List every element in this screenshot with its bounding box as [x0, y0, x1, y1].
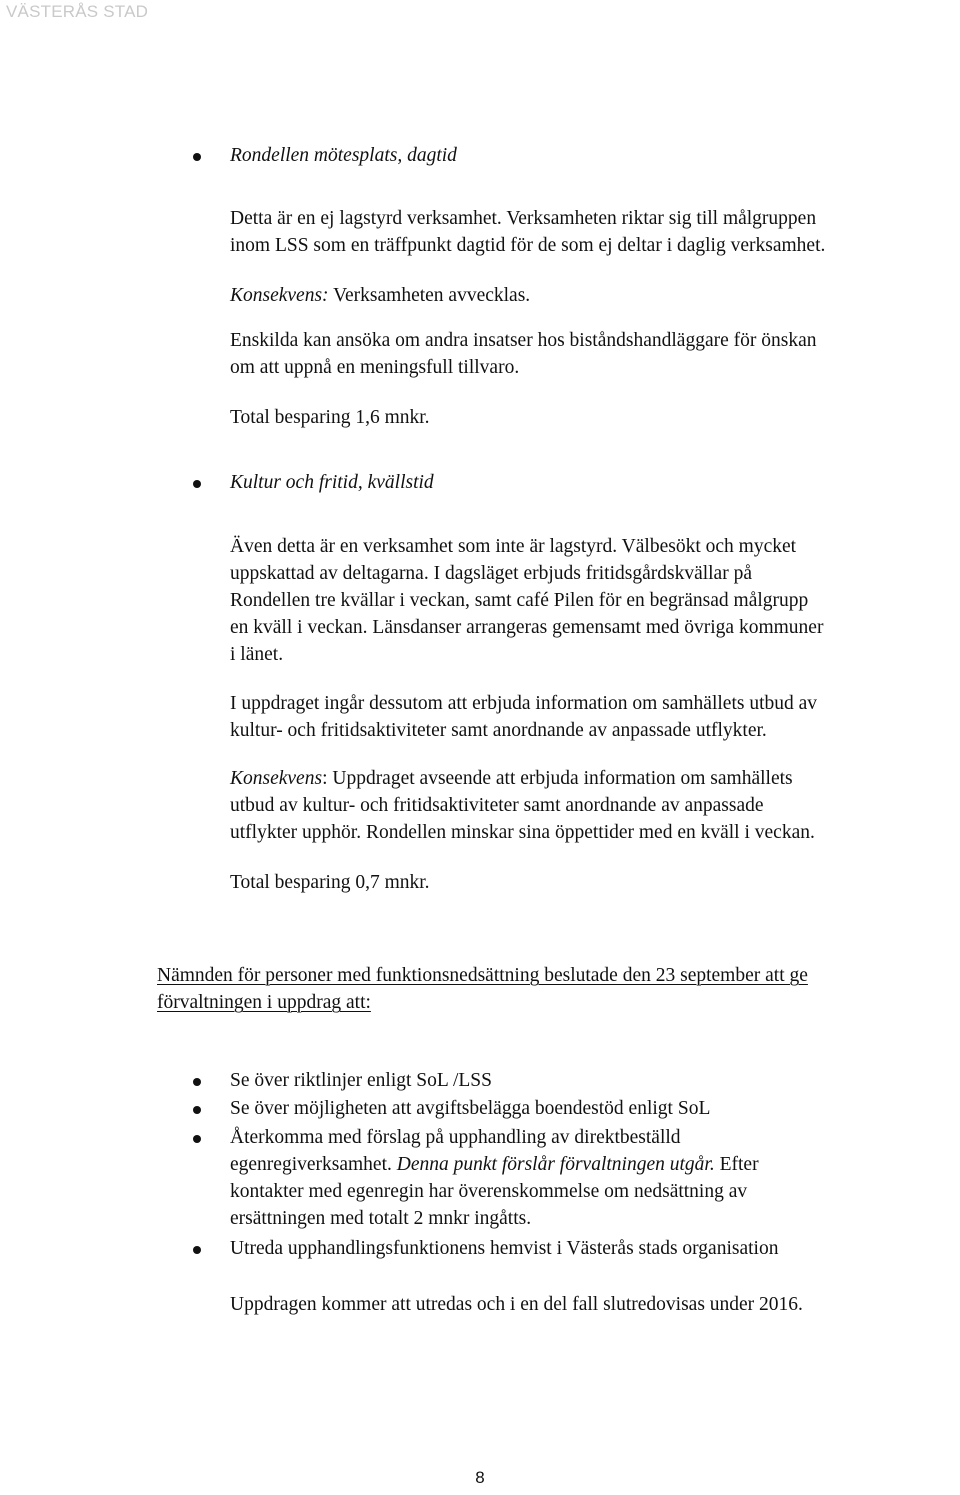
task-item-riktlinjer: Se över riktlinjer enligt SoL /LSS: [230, 1070, 492, 1091]
consequence-label: Konsekvens:: [230, 285, 329, 306]
organization-header: VÄSTERÅS STAD: [6, 2, 149, 21]
paragraph-rondellen-description: [230, 205, 950, 259]
bullet-icon: [193, 1246, 201, 1254]
section-title-rondellen: Rondellen mötesplats, dagtid: [230, 145, 457, 166]
text-line: utflykter upphör. Rondellen minskar sina öppettider med en kväll i veckan.: [230, 822, 815, 843]
total-savings-kultur: Total besparing 0,7 mnkr.: [230, 872, 430, 893]
text-line: Även detta är en verksamhet som inte är lagstyrd. Välbesökt och mycket: [230, 536, 797, 557]
consequence-text: Verksamheten avvecklas.: [328, 285, 531, 306]
bullet-icon: [193, 1078, 201, 1086]
text-line: kultur- och fritidsaktiviteter samt anordnande av anpassade utflykter.: [230, 720, 767, 741]
text-line: Rondellen tre kvällar i veckan, samt café Pilen för en begränsad målgrupp: [230, 590, 809, 611]
text-line: ersättningen med totalt 2 mnkr ingåtts.: [230, 1208, 532, 1229]
text-line: kontakter med egenregin har överenskommelse om nedsättning av: [230, 1181, 748, 1202]
text-line: om att uppnå en meningsfull tillvaro.: [230, 357, 520, 378]
text-line: inom LSS som en träffpunkt dagtid för de som ej deltar i daglig verksamhet.: [230, 235, 826, 256]
task-item-organisation: Utreda upphandlingsfunktionens hemvist i Västerås stads organisation: [230, 1238, 779, 1259]
total-savings-rondellen: Total besparing 1,6 mnkr.: [230, 407, 430, 428]
section-title-kultur: Kultur och fritid, kvällstid: [230, 472, 434, 493]
paragraph-kultur-consequence: [230, 765, 950, 846]
text-line: Detta är en ej lagstyrd verksamhet. Verksamheten riktar sig till målgruppen: [230, 208, 817, 229]
bullet-icon: [193, 153, 201, 161]
paragraph-kultur-assignment: [230, 690, 950, 744]
paragraph-rondellen-consequence: [230, 282, 950, 309]
text-line: Enskilda kan ansöka om andra insatser hos biståndshandläggare för önskan: [230, 330, 817, 351]
text-line: uppskattad av deltagarna. I dagsläget erbjuds fritidsgårdskvällar på: [230, 563, 752, 584]
paragraph-rondellen-alternatives: [230, 327, 950, 381]
paragraph-kultur-description: [230, 533, 950, 668]
decision-heading: [157, 962, 957, 1016]
consequence-label: Konsekvens: [230, 768, 323, 789]
bullet-icon: [193, 1135, 201, 1143]
closing-paragraph: Uppdragen kommer att utredas och i en del fall slutredovisas under 2016.: [230, 1294, 803, 1315]
text-span: egenregiverksamhet.: [230, 1154, 397, 1175]
text-line: förvaltningen i uppdrag att:: [157, 992, 371, 1013]
text-line: en kväll i veckan. Länsdanser arrangeras gemensamt med övriga kommuner: [230, 617, 824, 638]
consequence-text: : Uppdraget avseende att erbjuda information om samhällets: [322, 768, 793, 789]
text-line: I uppdraget ingår dessutom att erbjuda information om samhällets utbud av: [230, 693, 818, 714]
bullet-icon: [193, 480, 201, 488]
bullet-icon: [193, 1106, 201, 1114]
text-line: utbud av kultur- och fritidsaktiviteter samt anordnande av anpassade: [230, 795, 764, 816]
task-item-avgift: Se över möjligheten att avgiftsbelägga boendestöd enligt SoL: [230, 1098, 711, 1119]
task-item-upphandling: [230, 1124, 950, 1232]
text-span: Efter: [714, 1154, 759, 1175]
text-line: Nämnden för personer med funktionsnedsättning beslutade den 23 september att ge: [157, 965, 808, 986]
italic-note: Denna punkt förslår förvaltningen utgår.: [396, 1154, 715, 1175]
text-line: Återkomma med förslag på upphandling av direktbeställd: [230, 1127, 681, 1148]
text-line: i länet.: [230, 644, 284, 665]
page-number: 8: [475, 1468, 485, 1487]
